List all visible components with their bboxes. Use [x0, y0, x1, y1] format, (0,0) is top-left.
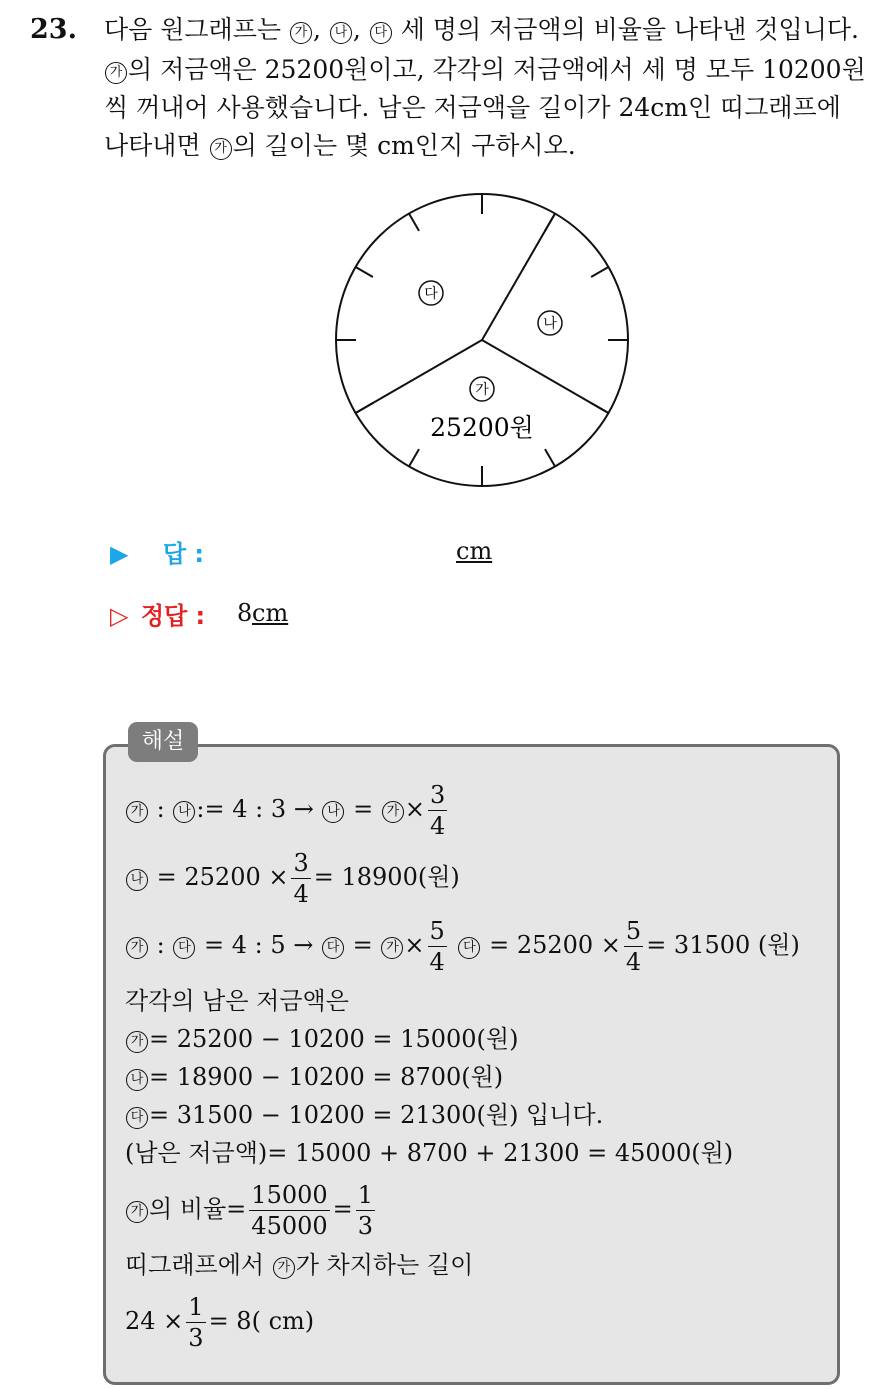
solution-line-8: (남은 저금액)= 15000 + 8700 + 21300 = 45000(원): [125, 1139, 734, 1167]
solution-line-1: 가 : 나 := 4 : 3 → 나 = 가 × $\frac{3}{4}$: [125, 780, 450, 841]
question-line-3: 씩 꺼내어 사용했습니다. 남은 저금액을 길이가 24cm인 띠그래프에: [104, 93, 841, 122]
solution-line-4: 각각의 남은 저금액은: [125, 987, 349, 1015]
question-line-4: 나타내면 가 의 길이는 몇 cm인지 구하시오.: [104, 131, 576, 160]
pie-label-na: [538, 311, 562, 335]
answer-label: 답 :: [162, 540, 204, 568]
question-line-1: 다음 원그래프는 가 , 나 , 다 세 명의 저금액의 비율을 나타낸 것입니다.: [104, 15, 859, 44]
circled-ga-icon: 가: [210, 138, 232, 160]
pie-label-da: [419, 281, 443, 305]
solution-line-5: 가 = 25200 − 10200 = 15000(원): [125, 1024, 518, 1054]
solution-line-11: 24 × $\frac{1}{3}$ = 8( cm): [125, 1293, 315, 1352]
svg-text:나: 나: [543, 316, 557, 332]
svg-text:가: 가: [475, 382, 489, 398]
pie-ga-amount: 25200원: [430, 413, 534, 442]
circled-ga-icon: 가: [290, 22, 312, 44]
question-number: 23.: [30, 14, 77, 45]
svg-text:다: 다: [424, 286, 438, 302]
solution-line-6: 나 = 18900 − 10200 = 8700(원): [125, 1062, 503, 1092]
solution-line-2: 나 = 25200 × $\frac{3}{4}$ = 18900(원): [125, 848, 460, 909]
answer-blank-row: [110, 534, 204, 569]
pie-label-ga: [470, 377, 494, 401]
circled-na-icon: 나: [330, 22, 352, 44]
solution-line-10: 띠그래프에서 가 가 차지하는 길이: [125, 1251, 474, 1279]
pie-chart: [320, 178, 644, 502]
correct-answer-label: 정답 :: [140, 602, 206, 630]
solution-line-9: 가 의 비율= $\frac{15000}{45000}$ = $\frac{1}{3}$: [125, 1180, 378, 1241]
answer-blank-unit: cm: [456, 537, 493, 565]
play-triangle-icon: ▶: [110, 540, 129, 568]
circled-ga-icon: 가: [105, 62, 127, 84]
solution-line-7: 다 = 31500 − 10200 = 21300(원) 입니다.: [125, 1100, 603, 1130]
correct-answer-value: 8: [237, 599, 253, 627]
question-line-2: 가 의 저금액은 25200원이고, 각각의 저금액에서 세 명 모두 10200원: [104, 52, 866, 88]
circled-da-icon: 다: [370, 22, 392, 44]
solution-line-3: 가 : 다 = 4 : 5 → 다 = 가 × $\frac{5}{4}$ 다 = 25200 × $\frac{5}{4}$ = 31500 (원): [125, 916, 800, 977]
correct-answer-row: [110, 596, 205, 631]
correct-answer-unit: cm: [252, 599, 289, 627]
solution-tag: 해설: [128, 722, 198, 762]
outline-triangle-icon: ▷: [110, 602, 129, 630]
